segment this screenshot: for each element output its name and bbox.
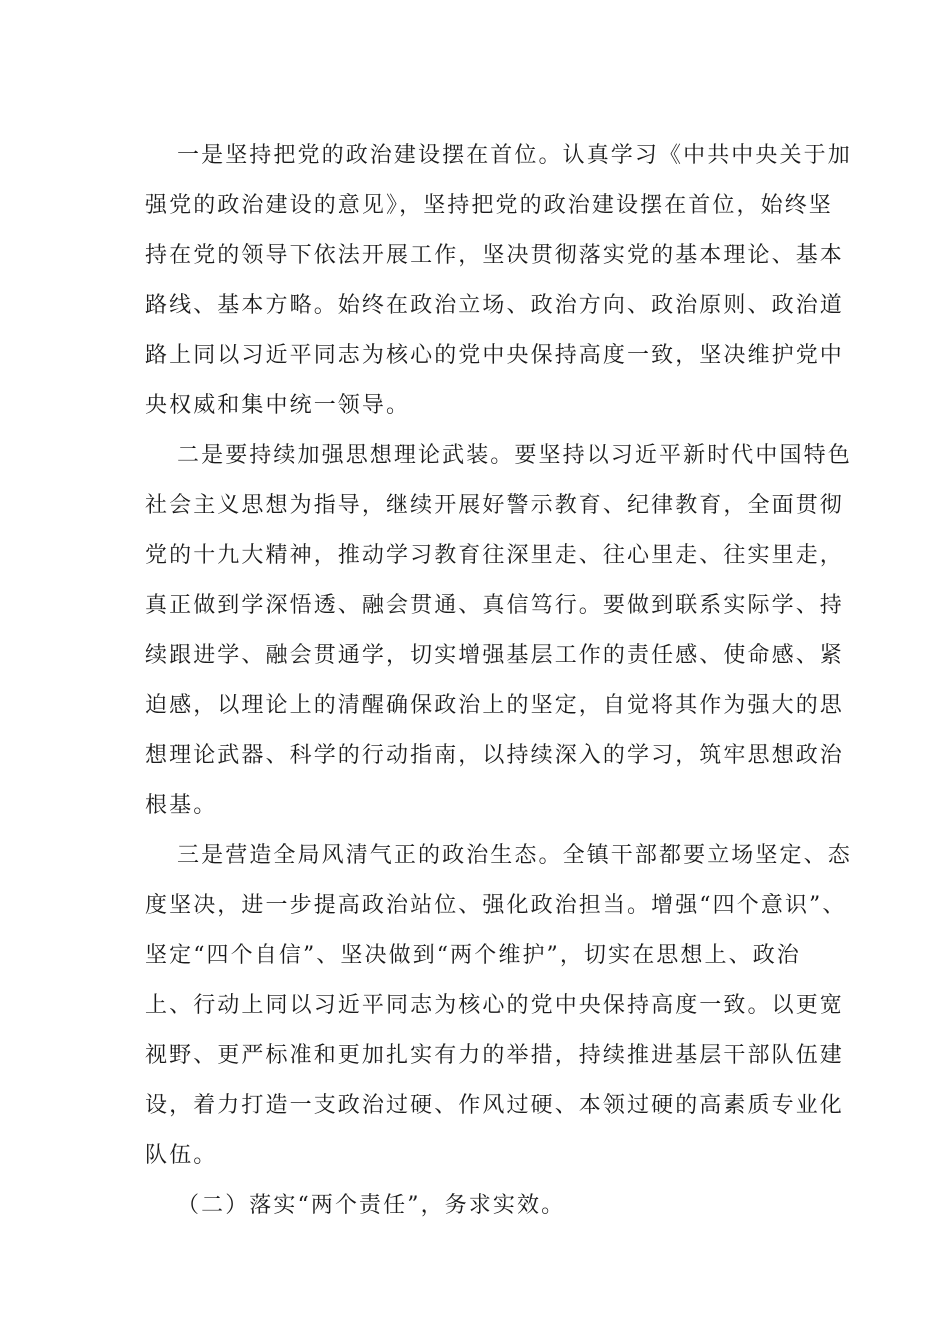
document-body — [145, 131, 852, 1231]
section-heading-two-responsibilities — [145, 1181, 805, 1231]
text-line: 坚定“四个自信”、坚决做到“两个维护”，切实在思想上、政治 — [145, 943, 801, 968]
text-line: 路上同以习近平同志为核心的党中央保持高度一致，坚决维护党中 — [145, 343, 844, 368]
text-line: 队伍。 — [145, 1143, 218, 1168]
text-line: 央权威和集中统一领导。 — [145, 393, 411, 418]
text-line: 二是要持续加强思想理论武装。要坚持以习近平新时代中国特色 — [177, 443, 852, 468]
text-line: 持在党的领导下依法开展工作，坚决贯彻落实党的基本理论、基本 — [145, 243, 844, 268]
paragraph-theory-armament — [145, 431, 852, 831]
text-line: 真正做到学深悟透、融会贯通、真信笃行。要做到联系实际学、持 — [145, 593, 844, 618]
text-line: 路线、基本方略。始终在政治立场、政治方向、政治原则、政治道 — [145, 293, 844, 318]
section-heading: （二）落实“两个责任”，务求实效。 — [177, 1193, 566, 1218]
text-line: 上、行动上同以习近平同志为核心的党中央保持高度一致。以更宽 — [145, 993, 844, 1018]
text-line: 设，着力打造一支政治过硬、作风过硬、本领过硬的高素质专业化 — [145, 1093, 844, 1118]
text-line: 迫感，以理论上的清醒确保政治上的坚定，自觉将其作为强大的思 — [145, 693, 844, 718]
paragraph-political-ecology — [145, 831, 852, 1181]
text-line: 度坚决，进一步提高政治站位、强化政治担当。增强“四个意识”、 — [145, 893, 847, 918]
text-line: 根基。 — [145, 793, 218, 818]
text-line: 一是坚持把党的政治建设摆在首位。认真学习《中共中央关于加 — [177, 143, 852, 168]
text-line: 三是营造全局风清气正的政治生态。全镇干部都要立场坚定、态 — [177, 843, 852, 868]
text-line: 强党的政治建设的意见》，坚持把党的政治建设摆在首位，始终坚 — [145, 193, 833, 218]
paragraph-political-construction — [145, 131, 852, 431]
text-line: 社会主义思想为指导，继续开展好警示教育、纪律教育，全面贯彻 — [145, 493, 844, 518]
text-line: 续跟进学、融会贯通学，切实增强基层工作的责任感、使命感、紧 — [145, 643, 844, 668]
text-line: 党的十九大精神，推动学习教育往深里走、往心里走、往实里走， — [145, 543, 844, 568]
text-line: 想理论武器、科学的行动指南，以持续深入的学习，筑牢思想政治 — [145, 743, 844, 768]
text-line: 视野、更严标准和更加扎实有力的举措，持续推进基层干部队伍建 — [145, 1043, 844, 1068]
